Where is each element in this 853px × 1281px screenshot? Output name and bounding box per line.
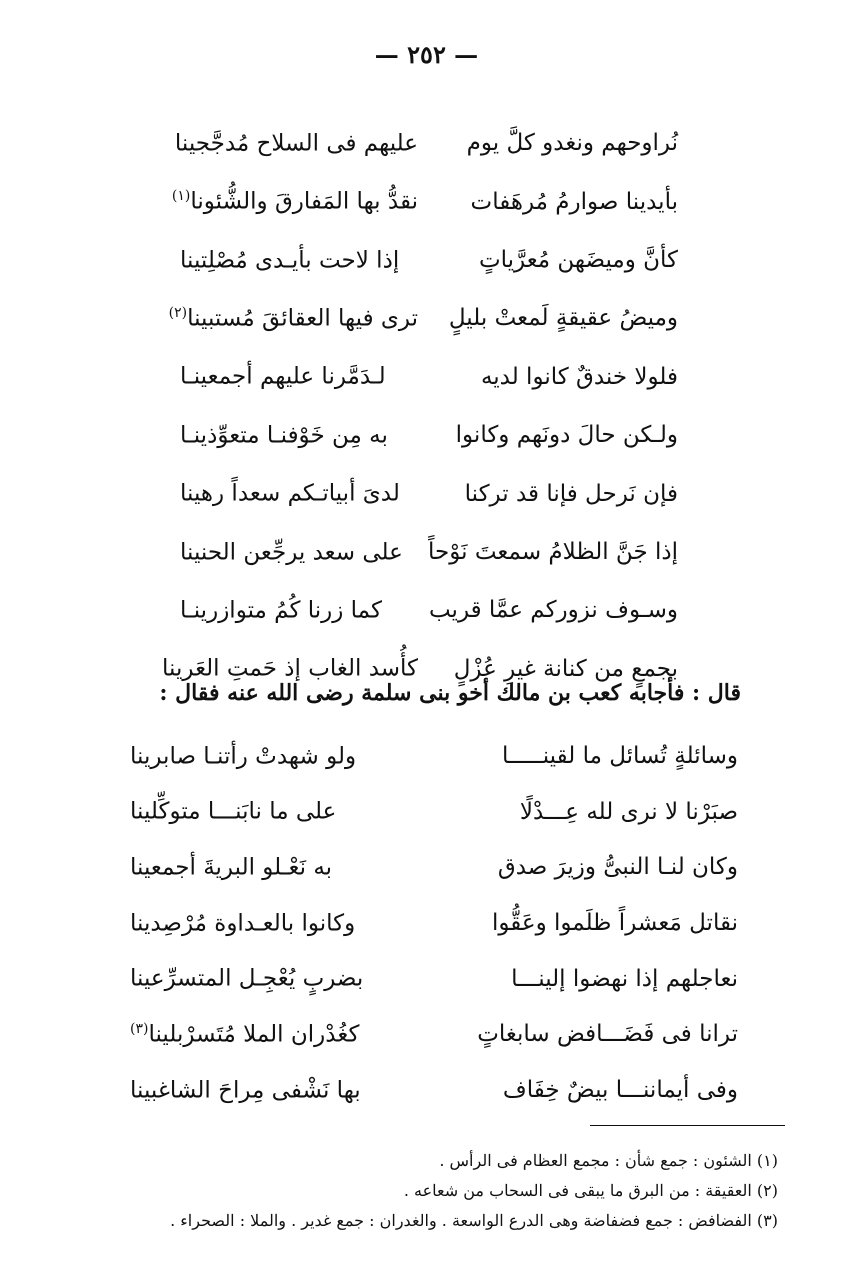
verse-second-hemistich: نقدُّ بها المَفارقَ والشُّئونا$^{(١)}$ xyxy=(171,188,418,215)
verse-second-hemistich: كأُسد الغاب إذ حَمتِ العَرينا xyxy=(162,656,418,683)
verse-second-hemistich: ولو شهدتْ رأتنـا صابرينا xyxy=(130,743,357,770)
footnote: (١) الشئون : جمع شأن : مجمع العظام فى الرأس . xyxy=(439,1151,778,1170)
verse xyxy=(128,1062,738,1118)
verse-second-hemistich: لدىَ أبياتـكم سعداً رهينا xyxy=(180,480,400,507)
verse xyxy=(128,728,738,784)
verse xyxy=(128,784,738,840)
verse-first-hemistich: وفى أيماننـــا بيضٌ خِفَاف xyxy=(502,1076,738,1103)
verse-second-hemistich: وكانوا بالعـداوة مُرْصِدينا xyxy=(130,910,356,937)
verse-first-hemistich: بأيدينا صوارمُ مُرهَفات xyxy=(470,188,678,215)
intro-line: قال : فأجابه كعب بن مالك أخو بنى سلمة رضى الله عنه فقال : xyxy=(159,680,741,706)
verse xyxy=(128,839,738,895)
poem-1 xyxy=(162,114,678,698)
verse xyxy=(128,1006,738,1062)
verse-first-hemistich: إذا جَنَّ الظلامُ سمعتَ نَوْحاً xyxy=(428,538,678,565)
verse xyxy=(128,895,738,951)
footnote-divider xyxy=(590,1125,785,1126)
verse-second-hemistich: بضربٍ يُعْجِـل المتسرِّعينا xyxy=(130,965,364,992)
verse-first-hemistich: نقاتل مَعشراً ظلَموا وعَقُّوا xyxy=(491,909,738,936)
verse-first-hemistich: ترانا فى فَضَـــافض سابغاتٍ xyxy=(477,1021,738,1048)
verse xyxy=(178,406,678,464)
verse-second-hemistich: على ما نابَنـــا متوكِّلينا xyxy=(130,798,337,825)
verse-first-hemistich: نُراوحهم ونغدو كلَّ يوم xyxy=(466,130,678,157)
verse xyxy=(178,464,678,522)
verse-first-hemistich: وسـوف نزوركم عمَّا قريب xyxy=(428,597,678,624)
poem-2 xyxy=(128,728,738,1118)
footnote-marker: (١) xyxy=(171,188,191,205)
verse-second-hemistich: كغُدْران الملا مُتَسرْبلينا$^{(٣)}$ xyxy=(130,1020,360,1048)
verse-first-hemistich: وكان لنـا النبىُّ وزيرَ صدق xyxy=(497,854,738,881)
footnote-marker: (٢) xyxy=(168,305,188,322)
verse-second-hemistich: بها نَشْفى مِراحَ الشاغبينا xyxy=(130,1077,361,1104)
verse xyxy=(178,523,678,581)
verse-first-hemistich: فإن نَرحل فإنا قد تركنا xyxy=(464,480,678,507)
page-number: — ٢٥٢ — xyxy=(374,40,479,69)
verse-second-hemistich: به مِن خَوْفنـا متعوِّذينـا xyxy=(180,422,388,449)
verse xyxy=(128,951,738,1007)
footnote: (٢) العقيقة : من البرق ما يبقى فى السحاب من شعاعه . xyxy=(403,1181,778,1200)
verse-second-hemistich: إذا لاحت بأيـدى مُصْلِتينا xyxy=(180,247,400,274)
verse-first-hemistich: ولـكن حالَ دونَهم وكانوا xyxy=(455,422,678,449)
verse xyxy=(171,172,678,230)
verse xyxy=(178,581,678,639)
footnote-marker: (٣) xyxy=(130,1020,149,1037)
verse-first-hemistich: بجمعٍ من كنانة غيرِ عُزْلٍ xyxy=(453,655,678,682)
verse-first-hemistich: وميضُ عقيقةٍ لَمعتْ بليلٍ xyxy=(448,305,678,332)
verse xyxy=(174,114,678,172)
verse-second-hemistich: كما زرنا كُمُ متوازرينـا xyxy=(180,597,382,624)
verse xyxy=(178,348,678,406)
verse-second-hemistich: ترى فيها العقائقَ مُستبينا$^{(٢)}$ xyxy=(168,305,418,332)
verse-second-hemistich: على سعد يرجِّعن الحنينا xyxy=(180,539,403,566)
verse-first-hemistich: نعاجلهم إذا نهضوا إلينـــا xyxy=(511,965,738,992)
verse-second-hemistich: لـدَمَّرنا عليهم أجمعينـا xyxy=(180,364,386,391)
verse-first-hemistich: كأنَّ وميضَهن مُعرَّياتٍ xyxy=(478,246,678,273)
footnote: (٣) الفضافض : جمع فضفاضة وهى الدرع الواسعة . والغدران : جمع غدير . والملا : الصحراء . xyxy=(170,1211,778,1230)
verse-first-hemistich: فلولا خندقٌ كانوا لديه xyxy=(480,363,678,390)
verse-second-hemistich: به نَعْـلو البريةَ أجمعينا xyxy=(130,854,333,881)
verse-first-hemistich: وسائلةٍ تُسائل ما لقينـــــا xyxy=(502,742,738,769)
verse xyxy=(178,231,678,289)
footnotes xyxy=(78,1146,778,1236)
verse-first-hemistich: صبَرْنا لا نرى لله عِـــدْلًا xyxy=(519,798,738,825)
verse-second-hemistich: عليهم فى السلاح مُدجَّجينا xyxy=(174,130,418,157)
verse xyxy=(168,289,678,347)
